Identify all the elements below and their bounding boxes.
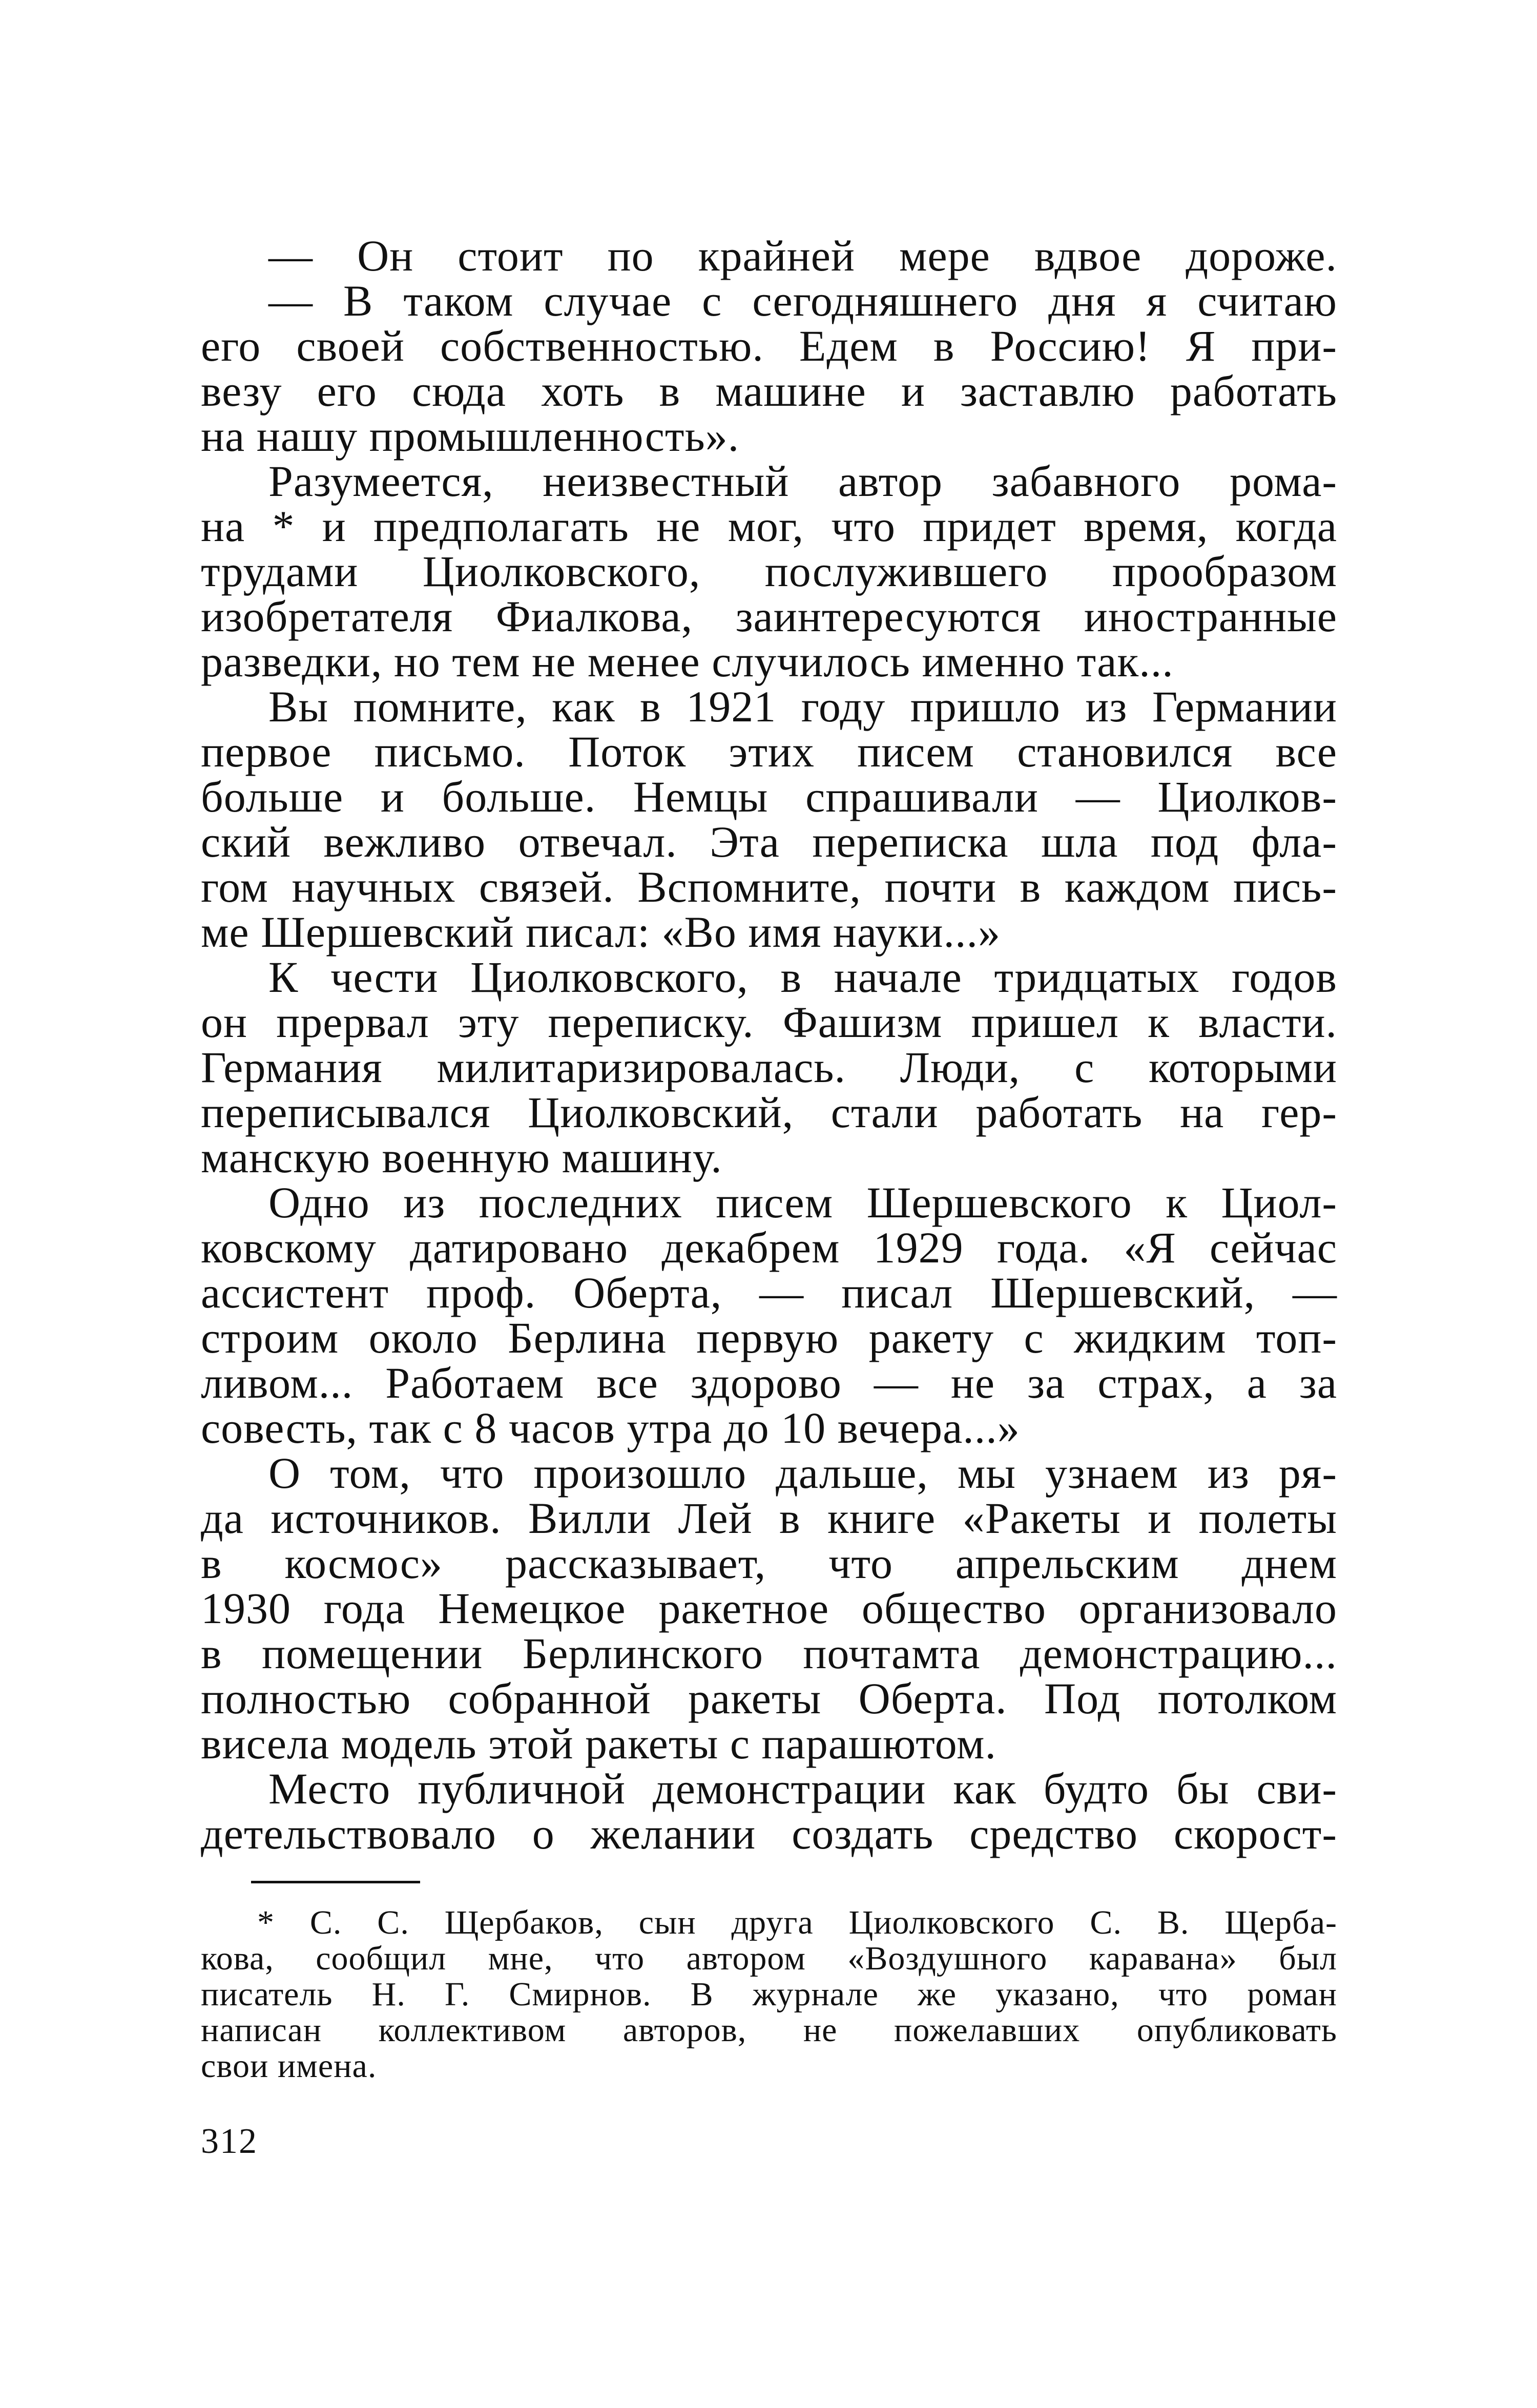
text-line: изобретателя Фиалкова, заинтересуются иностранные [201,592,1337,641]
text-line: разведки, но тем не менее случилось именно так... [201,637,1174,686]
main-text [201,233,1337,1856]
text-line: первое письмо. Поток этих писем становился все [201,727,1337,776]
footnote-line: написан коллективом авторов, не пожелавших опубликовать [201,2011,1337,2049]
text-line: О том, что произошло дальше, мы узнаем из ря- [268,1448,1337,1498]
text-line: больше и больше. Немцы спрашивали — Циолков- [201,772,1337,821]
text-line: строим около Берлина первую ракету с жидким топ- [201,1313,1337,1362]
text-line: К чести Циолковского, в начале тридцатых годов [268,952,1337,1002]
text-line: детельствовало о желании создать средство скорост- [201,1809,1337,1858]
footnote-line: кова, сообщил мне, что автором «Воздушного каравана» был [201,1940,1337,1977]
text-line: совесть, так с 8 часов утра до 10 вечера...» [201,1403,1020,1452]
text-line: 1930 года Немецкое ракетное общество организовало [201,1584,1337,1633]
text-line: он прервал эту переписку. Фашизм пришел к власти. [201,998,1337,1047]
text-line: Разумеется, неизвестный автор забавного рома- [268,456,1337,506]
text-line: — Он стоит по крайней мере вдвое дороже. [268,231,1337,280]
text-line: Вы помните, как в 1921 году пришло из Германии [268,682,1337,731]
footnote-line: свои имена. [201,2047,377,2085]
text-line: переписывался Циолковский, стали работать на гер- [201,1088,1337,1137]
text-line: полностью собранной ракеты Оберта. Под потолком [201,1674,1337,1723]
text-line: его своей собственностью. Едем в Россию! Я при- [201,321,1337,370]
text-line: Германия милитаризировалась. Люди, с которыми [201,1043,1337,1092]
text-line: Одно из последних писем Шершевского к Циол- [268,1178,1337,1227]
page-number: 312 [201,2122,258,2161]
text-line: трудами Циолковского, послужившего прообразом [201,547,1337,596]
text-line: в космос» рассказывает, что апрельским днем [201,1539,1337,1588]
text-line: ме Шершевский писал: «Во имя науки...» [201,907,1001,957]
footnote-line: писатель Н. Г. Смирнов. В журнале же указано, что роман [201,1976,1337,2013]
footnote [201,1905,1337,2084]
text-line: на нашу промышленность». [201,411,740,461]
text-line: ливом... Работаем все здорово — не за страх, а за [201,1358,1337,1407]
text-line: ассистент проф. Оберта, — писал Шершевский, — [201,1268,1337,1317]
text-line: на * и предполагать не мог, что придет время, когда [201,502,1337,551]
text-line: гом научных связей. Вспомните, почти в каждом пись- [201,862,1337,911]
text-line: ский вежливо отвечал. Эта переписка шла под фла- [201,817,1337,866]
text-line: да источников. Вилли Лей в книге «Ракеты и полеты [201,1493,1337,1543]
text-line: висела модель этой ракеты с парашютом. [201,1719,996,1768]
text-line: ковскому датировано декабрем 1929 года. «Я сейчас [201,1223,1337,1272]
text-line: везу его сюда хоть в машине и заставлю работать [201,366,1337,416]
text-line: Место публичной демонстрации как будто бы сви- [268,1764,1337,1813]
footnote-divider [251,1881,420,1883]
text-line: в помещении Берлинского почтамта демонстрацию... [201,1629,1337,1678]
text-line: манскую военную машину. [201,1133,722,1182]
text-line: — В таком случае с сегодняшнего дня я считаю [268,276,1337,325]
footnote-line: * С. С. Щербаков, сын друга Циолковского С. В. Щерба- [257,1904,1337,1941]
